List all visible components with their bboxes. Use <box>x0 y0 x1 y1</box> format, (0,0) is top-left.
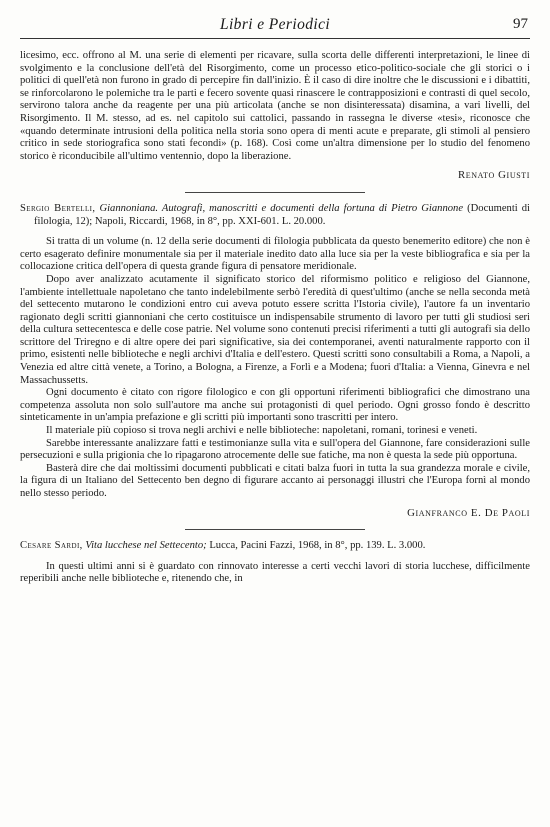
bibliographic-entry <box>20 203 530 228</box>
book-details: (Documenti di filologia, 12); Napoli, Riccardi, 1968, in 8°, pp. XXI-601. L. 20.000. <box>34 202 530 227</box>
review-signature: Gianfranco E. De Paoli <box>407 506 530 519</box>
book-title: Vita lucchese nel Settecento; <box>85 540 207 552</box>
review-paragraph: Il materiale più copioso si trova negli archivi e nelle biblioteche: napoletani, romani, torinesi e veneti. <box>46 425 478 437</box>
page-content <box>20 50 530 586</box>
review-paragraph: Dopo aver analizzato acutamente il significato storico del riformismo politico e religioso del Giannone, l'ambiente intellettuale napoletano che tanto indelebilmente serbò l'eredità di quest'ultimo (anche se nella seconda metà del settecento mutarono le condizioni entro cui aveva potuto essere scritta l'Istoria civile), l'autore fa un inventario ragionato degli scritti giannoniani che certo costituisce un indispensabile strumento di lavoro per tutti gli studiosi seri della cultura settecentesca e delle cose patrie. Nel volume sono contenuti precisi riferimenti a tutti gli autografi sia dello scrittore del Triregno e di altre opere dei pari significative, sia dei contemporanei, aventi naturalmente rapporto con il primo, esistenti nelle biblioteche e negli archivi d'Italia e dell'estero. Questi scritti sono consultabili a Roma, a Napoli, a Venezia ed altre città venete, a Torino, a Bologna, a Firenze, a Forlì e a Modena; fuori d'Italia: a Vienna, Ginevra e nel Massachussetts. <box>20 273 530 386</box>
review-paragraph: licesimo, ecc. offrono al M. una serie di elementi per ricavare, sulla scorta delle differenti interpretazioni, le linee di svolgimento e la conclusione dell'età del Risorgimento, come un processo etico-politico-sociale che gli storici o i politici di quell'età non furono in grado di percepire fin dall'inizio. È il caso di dire inoltre che le discussioni e i dibattiti, se rinforcolarono le polemiche tra le parti e fecero sovente quasi rinascere le contrapposizioni e contrasti di quel secolo, servirono talora anche da reagente per una più articolata (anche se non disinteressata) disamina, a vari livelli, del Risorgimento. Il M. stesso, ad es. nel capitolo sui cattolici, passando in rassegna le diverse «tesi», riconosce che «quando determinate intrusioni della politica nella storia sono opera di menti acute e preparate, gli stimoli al pensiero critico in sede storiografica sono stati fecondi» (p. 168). Così come un'altra dimensione per lo studio del fenomeno storico è riconducibile all'ultimo ventennio, dopo la liberazione. <box>20 50 530 162</box>
review-paragraph: In questi ultimi anni si è guardato con rinnovato interesse a certi vecchi lavori di storia lucchese, difficilmente reperibili anche nelle biblioteche e, ritenendo che, in <box>20 560 530 585</box>
book-title: Giannoniana. Autografi, manoscritti e documenti della fortuna di Pietro Giannone <box>99 202 464 214</box>
review-paragraph: Basterà dire che dai moltissimi documenti pubblicati e citati balza fuori in tutta la sua grandezza morale e civile, la figura di un Italiano del Settecento ben degno di figurare accanto ai personaggi illustri che l'Europa fornì al mondo nello stesso periodo. <box>20 462 530 499</box>
book-details: Lucca, Pacini Fazzi, 1968, in 8°, pp. 139. L. 3.000. <box>209 540 426 552</box>
running-title: Libri e Periodici <box>219 16 331 33</box>
section-divider <box>185 529 365 530</box>
review-paragraph: Ogni documento è citato con rigore filologico e con gli opportuni riferimenti bibliografici che dimostrano una competenza assoluta non solo sull'autore ma anche sui protagonisti di quel periodo. Ogni grosso fondo è descritto sinteticamente in un'ampia prefazione e gli scritti più importanti sono trascritti per intero. <box>20 387 530 424</box>
section-divider <box>185 192 365 193</box>
running-header <box>20 14 530 39</box>
book-author: Sergio Bertelli, <box>20 202 96 214</box>
book-author: Cesare Sardi, <box>20 540 83 552</box>
review-paragraph: Sarebbe interessante analizzare fatti e testimonianze sulla vita e sull'opera del Giannone, fare considerazioni sulle persecuzioni e sulla prigionia che lo ripagarono atrocemente delle sue fatiche, ma non è questa la sede più opportuna. <box>20 437 530 462</box>
page-number: 97 <box>513 16 528 32</box>
review-paragraph: Si tratta di un volume (n. 12 della serie documenti di filologia pubblicata da questo benemerito editore) che non è certo esagerato definire monumentale sia per il materiale inedito dato alla luce sia per la veste bibliografica e sia per la collocazione critica dell'opera di questa grande figura di pensatore meridionale. <box>20 236 530 273</box>
bibliographic-entry <box>20 540 530 553</box>
review-signature: Renato Giusti <box>457 169 530 182</box>
